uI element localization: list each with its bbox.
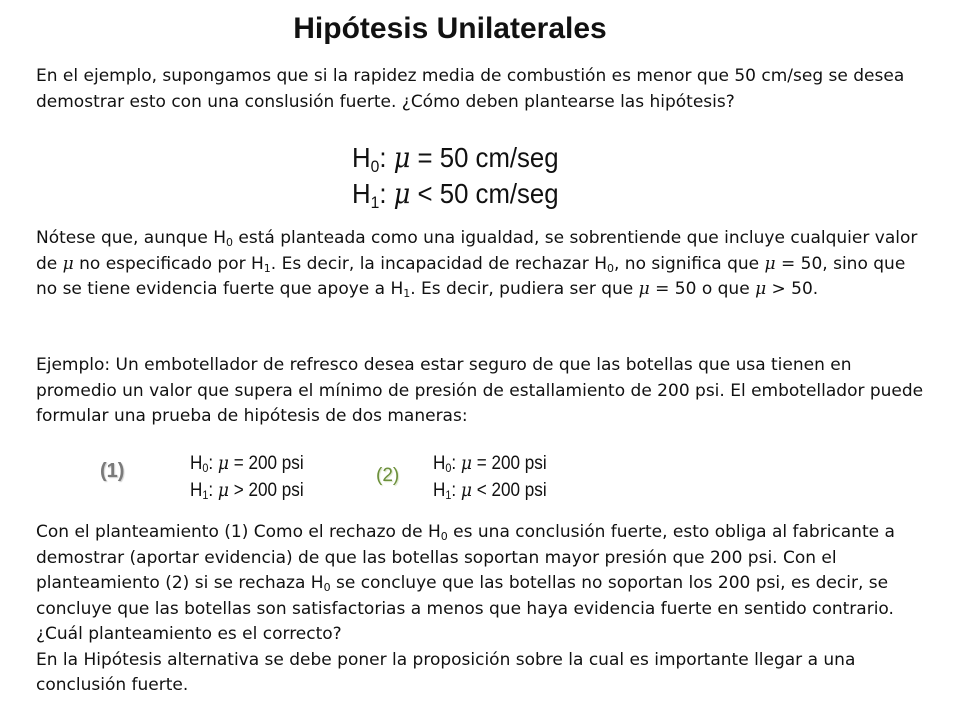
- null-hypothesis-main: $H_0$: μ = 50 cm/seg: [352, 141, 559, 176]
- option-2-label: (2): [376, 465, 400, 486]
- mu-symbol: μ: [393, 141, 411, 174]
- mu-symbol: μ: [217, 452, 230, 474]
- mu-symbol: μ: [460, 452, 473, 474]
- page-title: Hipótesis Unilaterales: [293, 12, 607, 45]
- conclusion-paragraph: Con el planteamiento (1) Como el rechazo de $H_0$ es una conclusión fuerte, esto obliga al fabricante a demostrar (aportar evidencia) de que las botellas soportan mayor presión que 200 psi. Con el planteamiento (2) si se rechaza $H_0$ se concluye que las botellas no soportan los 200 psi, es decir, se concluye que las botellas son satisfactorias a menos que haya evidencia fuerte en sentido contrario. ¿Cuál planteamiento es el correcto? En la Hipótesis alternativa se debe poner la proposición sobre la cual es importante llegar a una conclusión fuerte.: [36, 522, 895, 695]
- example-paragraph: Ejemplo: Un embotellador de refresco desea estar seguro de que las botellas que usa tienen en promedio un valor que supera el mínimo de presión de estallamiento de 200 psi. El embotellador puede formular una prueba de hipótesis de dos maneras:: [36, 355, 924, 426]
- mu-symbol: μ: [217, 479, 230, 501]
- mu-symbol: μ: [393, 177, 411, 210]
- option-1-null-hypothesis: $H_0$: μ = 200 psi: [190, 452, 304, 475]
- option-2-null-hypothesis: $H_0$: μ = 200 psi: [433, 452, 547, 475]
- option-2-alternative-hypothesis: $H_1$: μ < 200 psi: [433, 479, 547, 502]
- alternative-hypothesis-main: $H_1$: μ < 50 cm/seg: [352, 177, 559, 212]
- mu-symbol: μ: [755, 279, 767, 299]
- option-1-alternative-hypothesis: $H_1$: μ > 200 psi: [190, 479, 304, 502]
- mu-symbol: μ: [638, 279, 650, 299]
- final-statement: En la Hipótesis alternativa se debe poner la proposición sobre la cual es importante llegar a una conclusión fuerte.: [36, 649, 856, 695]
- note-paragraph: Nótese que, aunque $H_0$ está planteada como una igualdad, se sobrentiende que incluye cualquier valor de μ no especificado por $H_1$. Es decir, la incapacidad de rechazar $H_0$, no significa que μ = 50, sino que no se tiene evidencia fuerte que apoye a $H_1$. Es decir, pudiera ser que μ = 50 o que μ > 50.: [36, 228, 918, 300]
- intro-paragraph: En el ejemplo, supongamos que si la rapidez media de combustión es menor que 50 cm/seg se desea demostrar esto con una conslusión fuerte. ¿Cómo deben plantearse las hipótesis?: [36, 66, 905, 112]
- mu-symbol: μ: [460, 479, 473, 501]
- option-1-label: (1): [100, 460, 125, 482]
- mu-symbol: μ: [62, 253, 74, 274]
- mu-symbol: μ: [764, 253, 776, 274]
